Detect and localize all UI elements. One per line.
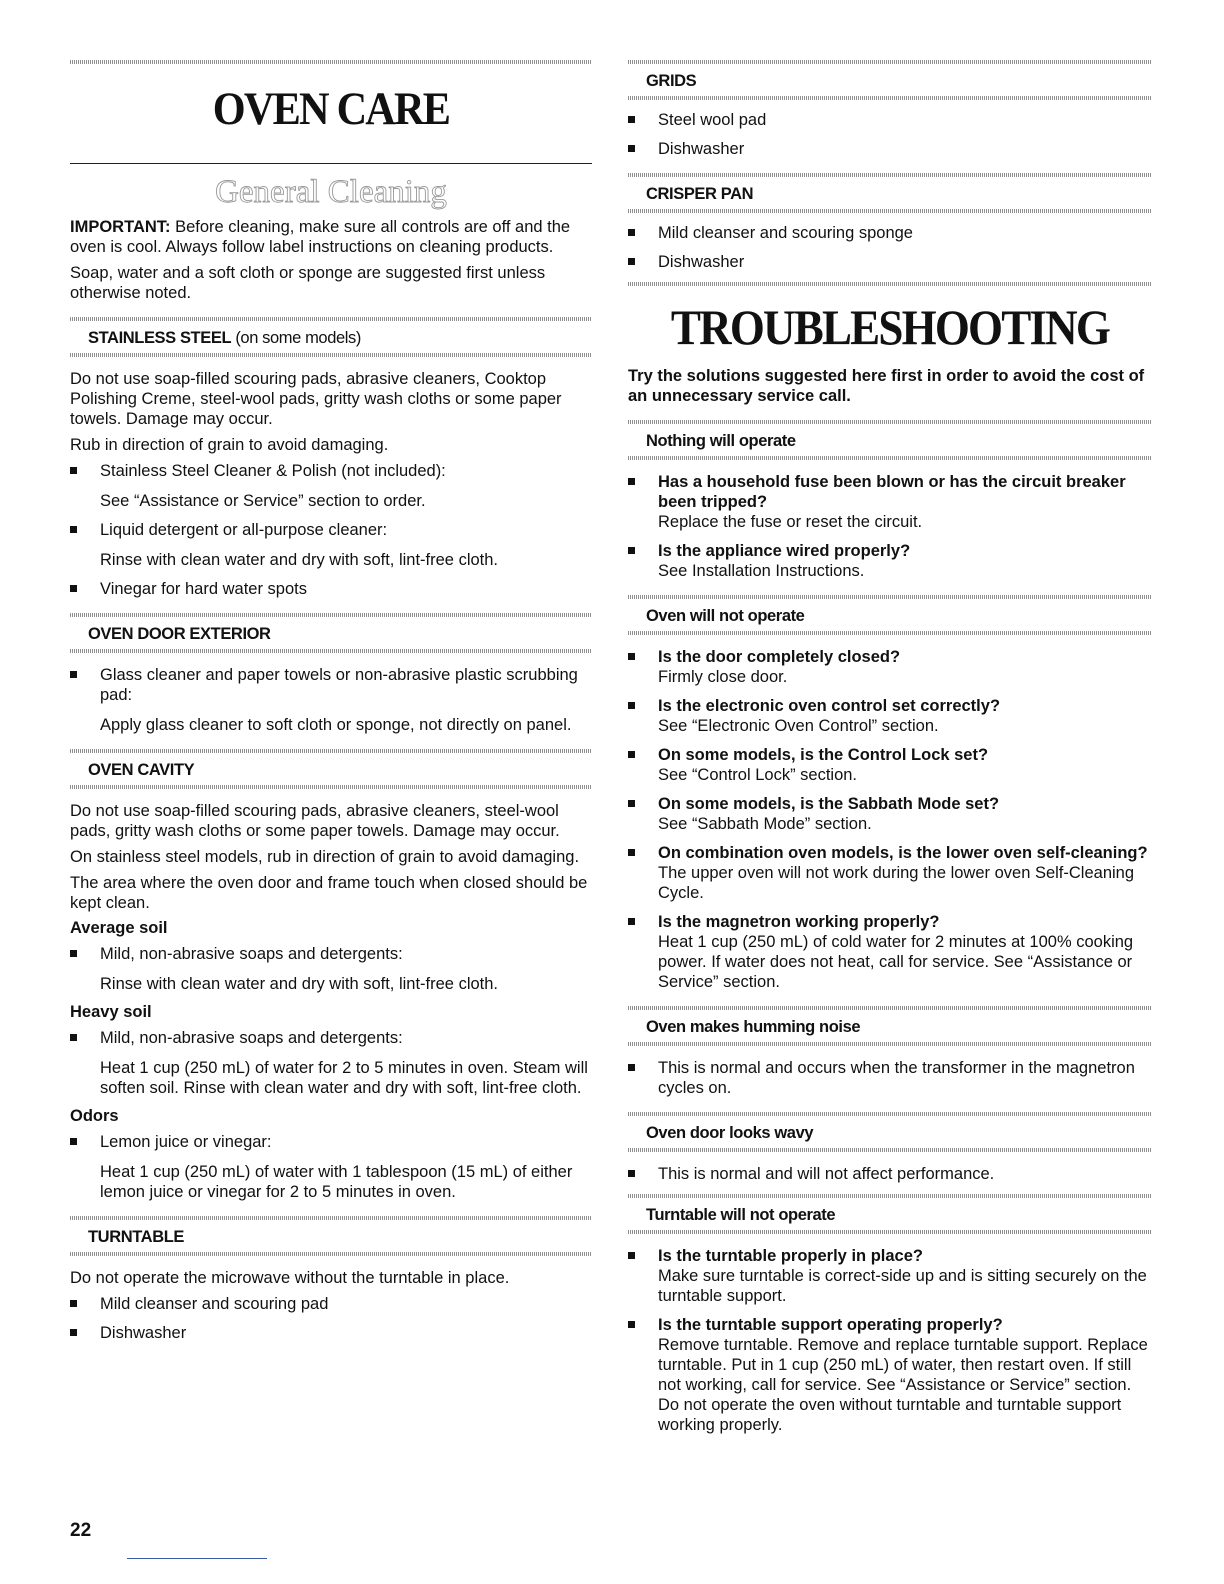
list-item	[70, 944, 592, 994]
divider	[628, 96, 1152, 100]
divider	[628, 1006, 1152, 1010]
list-item-text: Vinegar for hard water spots	[100, 580, 307, 598]
stainless-list	[70, 461, 592, 599]
bullet-icon	[70, 585, 77, 592]
list-item	[628, 1315, 1152, 1435]
heavy-soil-list	[70, 1028, 592, 1098]
bullet-icon	[70, 950, 77, 957]
oven-door-exterior-heading: OVEN DOOR EXTERIOR	[88, 625, 271, 643]
list-item	[628, 472, 1152, 532]
grids-heading: GRIDS	[646, 72, 697, 90]
important-text: Before cleaning, make sure all controls are off and the oven is cool. Always follow label instructions on cleaning products.	[70, 218, 571, 256]
bullet-icon	[628, 849, 635, 856]
stainless-warning: Do not use soap-filled scouring pads, abrasive cleaners, Cooktop Polishing Creme, steel-wool pads, gritty wash cloths or some paper towels. Damage may occur.	[70, 370, 562, 428]
title-rule	[70, 163, 592, 164]
list-item-text: Dishwasher	[658, 253, 745, 271]
stainless-steel-heading-label: STAINLESS STEEL	[88, 329, 232, 347]
question: Is the appliance wired properly?	[658, 542, 911, 560]
bullet-icon	[628, 547, 635, 554]
list-item-sub: Heat 1 cup (250 mL) of water with 1 tablespoon (15 mL) of either lemon juice or vinegar for 2 to 5 minutes in oven.	[100, 1163, 573, 1201]
list-item	[70, 1028, 592, 1098]
list-item-sub: Heat 1 cup (250 mL) of water for 2 to 5 minutes in oven. Steam will soften soil. Rinse with clean water and dry with soft, lint-free cloth.	[100, 1059, 588, 1097]
question: On combination oven models, is the lower oven self-cleaning?	[658, 844, 1148, 862]
important-label: IMPORTANT:	[70, 218, 171, 236]
answer: Firmly close door.	[658, 668, 788, 686]
answer: Make sure turntable is correct-side up and is sitting securely on the turntable support.	[658, 1267, 1147, 1305]
cavity-grain-note: On stainless steel models, rub in direction of grain to avoid damaging.	[70, 848, 580, 866]
answer: See “Sabbath Mode” section.	[658, 815, 872, 833]
list-item	[628, 1164, 1152, 1184]
troubleshooting-column	[628, 60, 1152, 1444]
list-item	[70, 1323, 592, 1343]
list-item	[70, 579, 592, 599]
general-cleaning-subtitle: General Cleaning	[215, 174, 447, 210]
list-item-text: Mild cleanser and scouring pad	[100, 1295, 329, 1313]
turntable-list	[70, 1294, 592, 1343]
answer: The upper oven will not work during the lower oven Self-Cleaning Cycle.	[658, 864, 1135, 902]
bullet-icon	[628, 1252, 635, 1259]
list-item	[628, 745, 1152, 785]
bullet-icon	[628, 145, 635, 152]
question: Is the magnetron working properly?	[658, 913, 940, 931]
divider	[628, 209, 1152, 213]
list-item-sub: Rinse with clean water and dry with soft, lint-free cloth.	[100, 975, 499, 993]
list-item	[628, 912, 1152, 992]
divider	[628, 1112, 1152, 1116]
list-item-text: Mild, non-abrasive soaps and detergents:	[100, 1029, 403, 1047]
divider	[628, 1194, 1152, 1198]
oven-cavity-heading: OVEN CAVITY	[88, 761, 195, 779]
oven-will-not-operate-list	[628, 647, 1152, 992]
bullet-icon	[628, 116, 635, 123]
oven-care-title: OVEN CARE	[212, 83, 450, 135]
bullet-icon	[628, 800, 635, 807]
bullet-icon	[628, 258, 635, 265]
bullet-icon	[628, 653, 635, 660]
page-number: 22	[70, 1520, 92, 1541]
nothing-will-operate-list	[628, 472, 1152, 581]
list-item	[70, 665, 592, 735]
stainless-grain-note: Rub in direction of grain to avoid damaging.	[70, 436, 389, 454]
heavy-soil-heading: Heavy soil	[70, 1003, 152, 1021]
list-item-text: Dishwasher	[658, 140, 745, 158]
door-wavy-list	[628, 1164, 1152, 1184]
answer: See “Electronic Oven Control” section.	[658, 717, 939, 735]
turntable-not-operate-list	[628, 1246, 1152, 1435]
list-item-text: Mild cleanser and scouring sponge	[658, 224, 913, 242]
list-item	[628, 794, 1152, 834]
divider	[628, 1230, 1152, 1234]
divider	[628, 282, 1152, 286]
bullet-icon	[628, 1170, 635, 1177]
list-item	[628, 541, 1152, 581]
average-soil-list	[70, 944, 592, 994]
bullet-icon	[628, 751, 635, 758]
divider	[628, 1148, 1152, 1152]
stainless-steel-heading-note: (on some models)	[231, 329, 361, 347]
list-item	[70, 461, 592, 511]
question: Has a household fuse been blown or has the circuit breaker been tripped?	[658, 473, 1126, 511]
list-item	[70, 520, 592, 570]
question: Is the turntable support operating properly?	[658, 1316, 1003, 1334]
troubleshooting-title: TROUBLESHOOTING	[670, 299, 1110, 355]
answer: Heat 1 cup (250 mL) of cold water for 2 minutes at 100% cooking power. If water does not heat, call for service. See “Assistance or Service” section.	[658, 933, 1134, 991]
list-item-text: This is normal and occurs when the transformer in the magnetron cycles on.	[658, 1059, 1135, 1097]
divider	[628, 595, 1152, 599]
list-item-text: Stainless Steel Cleaner & Polish (not included):	[100, 462, 446, 480]
list-item	[628, 139, 1152, 159]
divider	[70, 613, 592, 617]
stainless-steel-heading	[70, 321, 592, 353]
list-item-text: Glass cleaner and paper towels or non-abrasive plastic scrubbing pad:	[100, 666, 578, 704]
list-item-text: Lemon juice or vinegar:	[100, 1133, 272, 1151]
odors-heading: Odors	[70, 1107, 119, 1125]
list-item	[70, 1132, 592, 1202]
oven-care-column	[70, 60, 592, 1352]
average-soil-heading: Average soil	[70, 919, 168, 937]
humming-noise-list	[628, 1058, 1152, 1098]
turntable-heading: TURNTABLE	[88, 1228, 184, 1246]
soap-note: Soap, water and a soft cloth or sponge are suggested first unless otherwise noted.	[70, 264, 546, 302]
bullet-icon	[628, 702, 635, 709]
turntable-not-operate-heading: Turntable will not operate	[646, 1206, 836, 1224]
divider	[70, 749, 592, 753]
answer: Remove turntable. Remove and replace turntable support. Replace turntable. Put in 1 cup (250 mL) of water, then restart oven. If still not working, call for service. See “Assistance or Service” section. Do not operate the oven without turntable and turntable support working properly.	[658, 1336, 1148, 1434]
answer: See “Control Lock” section.	[658, 766, 858, 784]
bullet-icon	[628, 478, 635, 485]
oven-will-not-operate-heading: Oven will not operate	[646, 607, 805, 625]
divider	[70, 1216, 592, 1220]
list-item-text: Dishwasher	[100, 1324, 187, 1342]
grids-list	[628, 110, 1152, 159]
list-item-text: Steel wool pad	[658, 111, 767, 129]
bullet-icon	[628, 918, 635, 925]
door-wavy-heading: Oven door looks wavy	[646, 1124, 814, 1142]
divider	[70, 353, 592, 357]
bullet-icon	[70, 526, 77, 533]
list-item	[628, 1246, 1152, 1306]
question: Is the turntable properly in place?	[658, 1247, 923, 1265]
humming-noise-heading: Oven makes humming noise	[646, 1018, 861, 1036]
bullet-icon	[70, 467, 77, 474]
divider	[70, 317, 592, 321]
bullet-icon	[628, 229, 635, 236]
divider	[70, 785, 592, 789]
important-note	[70, 217, 592, 257]
divider	[628, 456, 1152, 460]
bullet-icon	[628, 1064, 635, 1071]
divider	[70, 60, 592, 64]
odors-list	[70, 1132, 592, 1202]
question: On some models, is the Sabbath Mode set?	[658, 795, 1000, 813]
divider	[628, 1042, 1152, 1046]
footer-line	[127, 1558, 267, 1559]
bullet-icon	[70, 1034, 77, 1041]
divider	[628, 631, 1152, 635]
question: Is the electronic oven control set correctly?	[658, 697, 1001, 715]
list-item-sub: Apply glass cleaner to soft cloth or sponge, not directly on panel.	[100, 716, 572, 734]
crisper-list	[628, 223, 1152, 272]
list-item-text: Liquid detergent or all-purpose cleaner:	[100, 521, 388, 539]
door-list	[70, 665, 592, 735]
list-item	[628, 647, 1152, 687]
answer: Replace the fuse or reset the circuit.	[658, 513, 923, 531]
divider	[70, 649, 592, 653]
list-item	[628, 223, 1152, 243]
divider	[628, 173, 1152, 177]
question: Is the door completely closed?	[658, 648, 901, 666]
troubleshooting-intro: Try the solutions suggested here first in order to avoid the cost of an unnecessary service call.	[628, 367, 1145, 405]
list-item-sub: See “Assistance or Service” section to order.	[100, 492, 426, 510]
list-item	[628, 696, 1152, 736]
crisper-pan-heading: CRISPER PAN	[646, 185, 754, 203]
bullet-icon	[70, 1138, 77, 1145]
list-item	[70, 1294, 592, 1314]
question: On some models, is the Control Lock set?	[658, 746, 989, 764]
list-item	[628, 110, 1152, 130]
divider	[70, 1252, 592, 1256]
list-item-text: Mild, non-abrasive soaps and detergents:	[100, 945, 403, 963]
list-item-text: This is normal and will not affect performance.	[658, 1165, 995, 1183]
bullet-icon	[70, 1300, 77, 1307]
bullet-icon	[70, 671, 77, 678]
list-item	[628, 252, 1152, 272]
bullet-icon	[70, 1329, 77, 1336]
cavity-door-note: The area where the oven door and frame touch when closed should be kept clean.	[70, 874, 588, 912]
nothing-will-operate-heading: Nothing will operate	[646, 432, 796, 450]
list-item	[628, 1058, 1152, 1098]
answer: See Installation Instructions.	[658, 562, 865, 580]
divider	[628, 60, 1152, 64]
list-item-sub: Rinse with clean water and dry with soft, lint-free cloth.	[100, 551, 499, 569]
turntable-warning: Do not operate the microwave without the turntable in place.	[70, 1269, 510, 1287]
bullet-icon	[628, 1321, 635, 1328]
divider	[628, 420, 1152, 424]
cavity-warning: Do not use soap-filled scouring pads, abrasive cleaners, steel-wool pads, gritty wash cloths or some paper towels. Damage may occur.	[70, 802, 560, 840]
list-item	[628, 843, 1152, 903]
